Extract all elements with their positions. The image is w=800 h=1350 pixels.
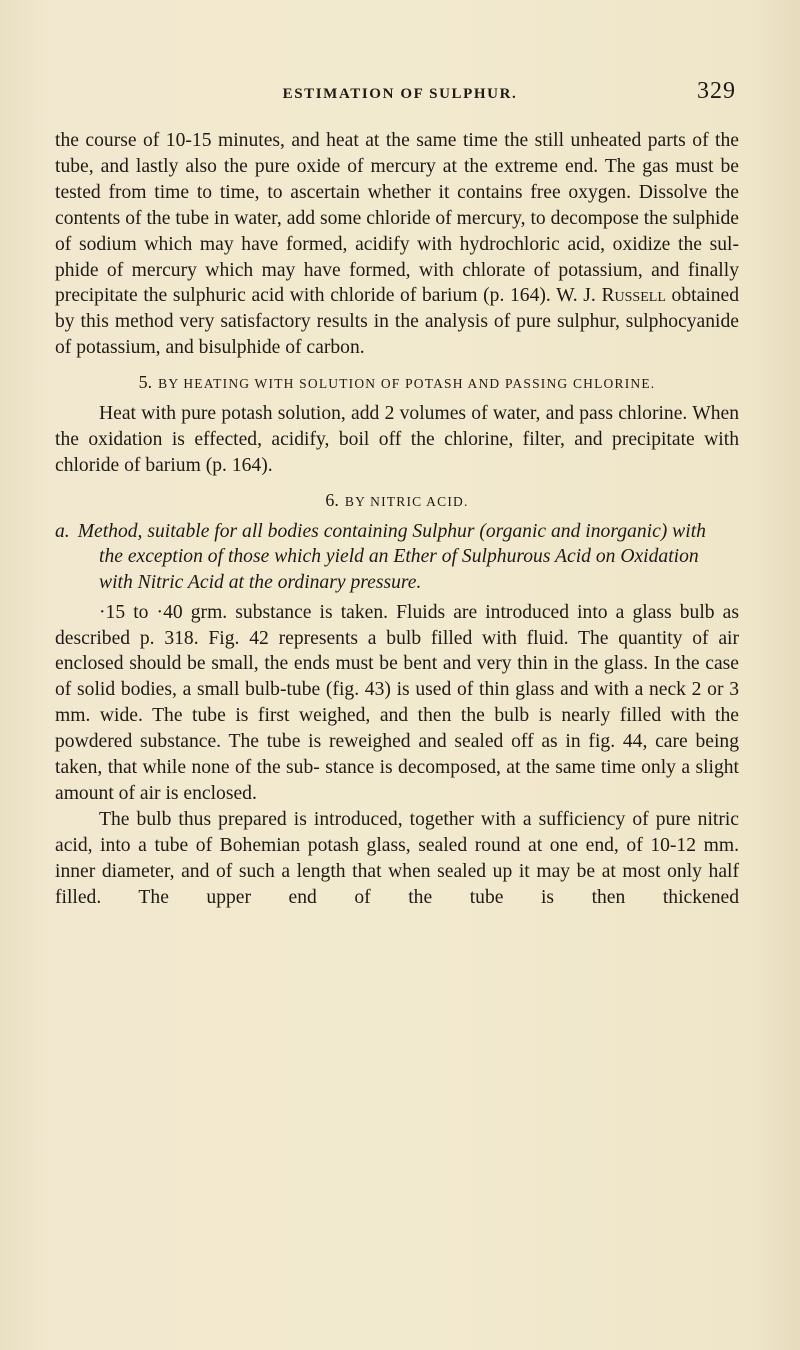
subsection-label: a. [55,520,70,542]
section-title: BY HEATING WITH SOLUTION OF POTASH AND PASSING CHLORINE. [158,376,656,392]
section-number: 5. [138,372,153,393]
subsection-title: Method, suitable for all bodies containing Sulphur (organic and inorganic) with the exception of those which yield an Ether of Sulphurous Acid on Oxidation with Nitric Acid at the ordinary pressure. [77,520,706,594]
paragraph-text: the course of 10-15 minutes, and heat at the same time the still unheated parts of the tube, and lastly also the pure oxide of mercury at the extreme end. The gas must be tested from time to time, to ascertain whether it contains free oxygen. Dissolve the contents of the tube in water, add some chloride of mercury, to decompose the sulphide of sodium which may have formed, acidify with hydrochloric acid, oxidize the sul- phide of mercury which may have formed, with chlorate of potassium, and finally precipitate the sulphuric acid with chloride of barium (p. 164). W. J. [55,130,739,307]
paragraph-continuation [55,128,739,361]
body-text [55,128,739,911]
paragraph-text: obtained by this method very satisfactory results in the analysis of pure sulphur, sulphocyanide of potassium, and bisulphide of carbon. [55,285,739,359]
section-heading-6 [55,489,739,513]
subsection-heading-a [55,519,739,596]
author-name: Russell [601,285,666,307]
section-heading-5 [55,371,739,395]
paragraph-procedure: ·15 to ·40 grm. substance is taken. Fluids are introduced into a glass bulb as described p. 318. Fig. 42 represents a bulb filled with fluid. The quantity of air enclosed should be small, the ends must be bent and very thin in the glass. In the case of solid bodies, a small bulb-tube (fig. 43) is used of thin glass and with a neck 2 or 3 mm. wide. The tube is first weighed, and then the bulb is nearly filled with the powdered substance. The tube is reweighed and sealed off as in fig. 44, care being taken, that while none of the sub- stance is decomposed, at the same time only a slight amount of air is enclosed. [55,601,739,804]
page-header [60,78,740,110]
running-head: ESTIMATION OF SULPHUR. [282,86,518,102]
paragraph-potash: Heat with pure potash solution, add 2 volumes of water, and pass chlorine. When the oxidation is effected, acidify, boil off the chlorine, filter, and precipitate with chloride of barium (p. 164). [55,403,739,476]
section-number: 6. [325,489,339,510]
paragraph-bulb: The bulb thus prepared is introduced, together with a sufficiency of pure nitric acid, into a tube of Bohemian potash glass, sealed round at one end, of 10-12 mm. inner diameter, and of such a length that when sealed up it may be at most only half filled. The upper end of the tube is then thickened [55,808,739,908]
section-title: BY NITRIC ACID. [344,493,469,509]
page-number: 329 [697,78,736,104]
